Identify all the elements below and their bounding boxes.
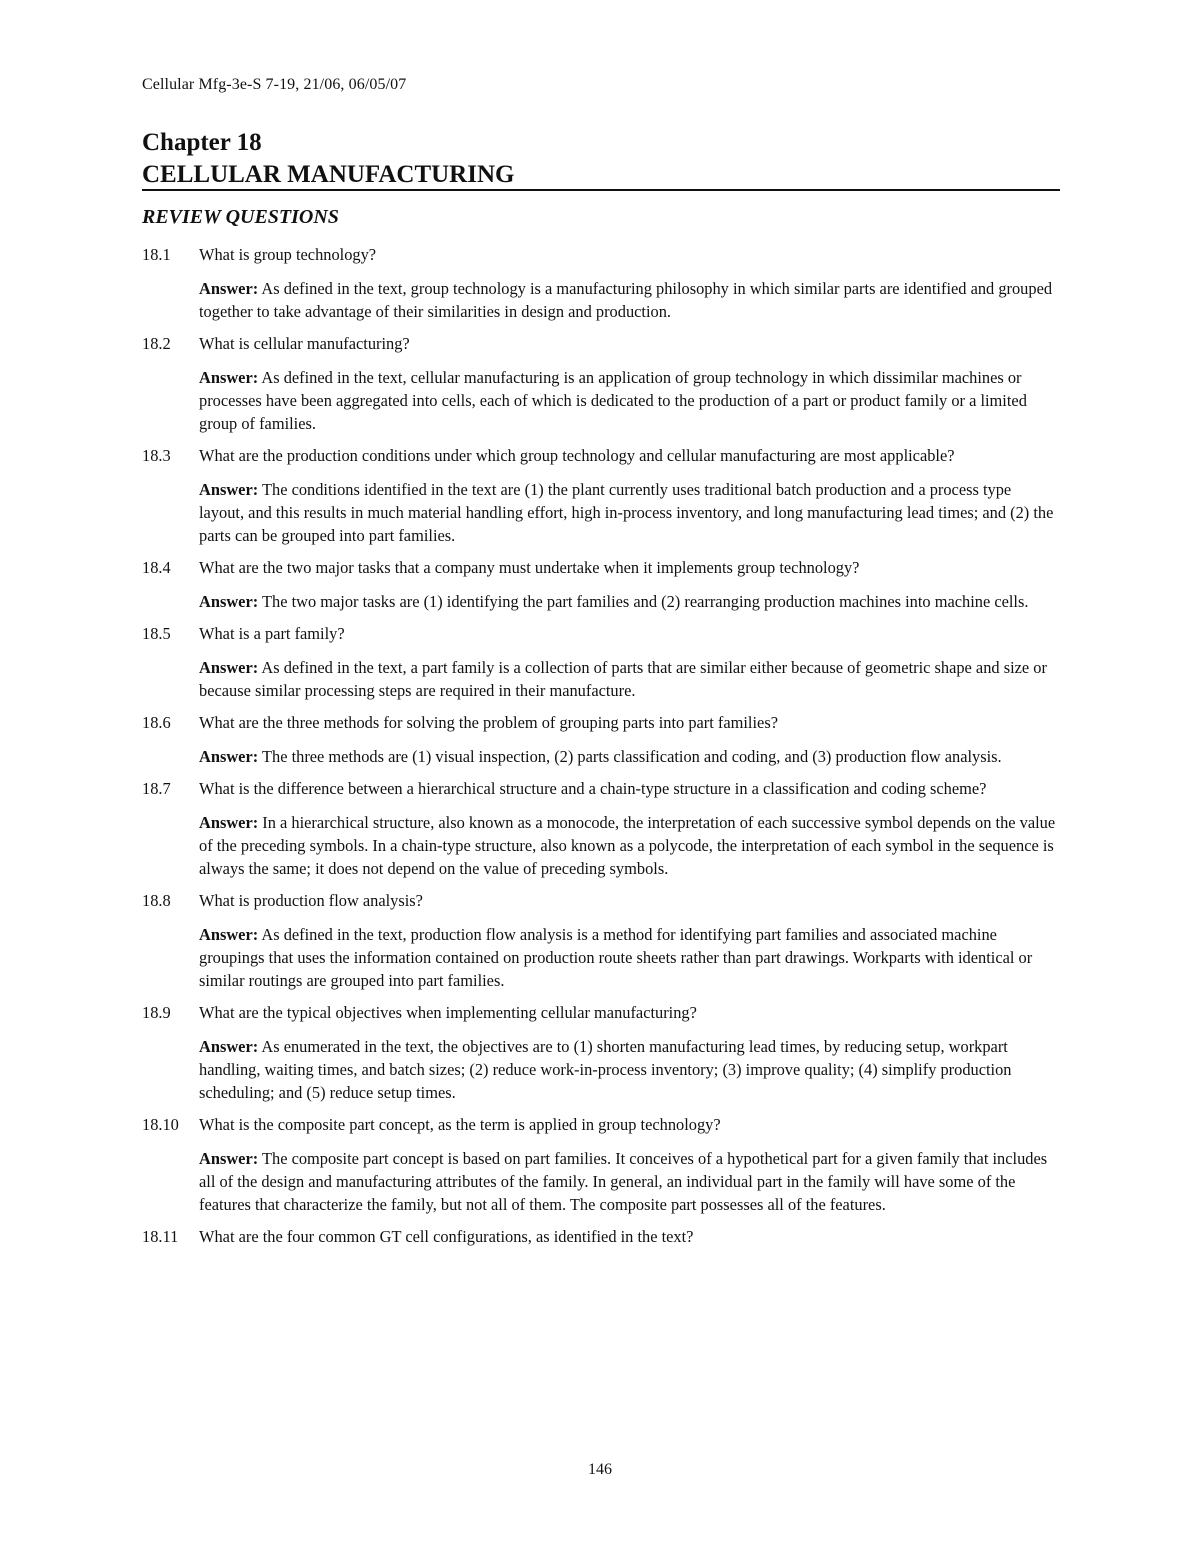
question-text: What is a part family? (199, 624, 345, 643)
question-number: 18.2 (142, 334, 171, 353)
answer-paragraph (199, 745, 1060, 768)
answer-paragraph (199, 590, 1060, 613)
chapter-title: CELLULAR MANUFACTURING (142, 161, 515, 188)
question-number: 18.3 (142, 446, 171, 465)
question-item (142, 1225, 1060, 1248)
answer-text: As defined in the text, a part family is a collection of parts that are similar either because of geometric shape and size or because similar processing steps are required in their manufacture. (199, 658, 1047, 700)
question-text: What is the difference between a hierarchical structure and a chain-type structure in a classification and coding scheme? (199, 779, 987, 798)
answer-label: Answer: (199, 747, 259, 766)
question-item (142, 243, 1060, 266)
answer-text: The three methods are (1) visual inspection, (2) parts classification and coding, and (3) production flow analysis. (258, 747, 1002, 766)
answer-text: The composite part concept is based on part families. It conceives of a hypothetical part for a given family that includes all of the design and manufacturing attributes of the family. In general, an individual part in the family will have some of the features that characterize the family, but not all of them. The composite part possesses all of the features. (199, 1149, 1048, 1214)
answer-paragraph (199, 923, 1060, 992)
question-number: 18.7 (142, 779, 171, 798)
answer-label: Answer: (199, 592, 259, 611)
answer-text: As defined in the text, production flow analysis is a method for identifying part families and associated machine groupings that uses the information contained on production route sheets rather than part drawings. Workparts with identical or similar routings are grouped into part families. (199, 925, 1033, 990)
question-item (142, 777, 1060, 800)
answer-label: Answer: (199, 368, 259, 387)
answer-text: The conditions identified in the text are (1) the plant currently uses traditional batch production and a process type layout, and this results in much material handling effort, high in-process inventory, and long manufacturing lead times; and (2) the parts can be grouped into part families. (199, 480, 1054, 545)
question-text: What are the two major tasks that a company must undertake when it implements group technology? (199, 558, 860, 577)
answer-paragraph (199, 478, 1060, 547)
page-number: 146 (588, 1461, 612, 1478)
title-rule (142, 189, 1060, 191)
question-text: What is the composite part concept, as the term is applied in group technology? (199, 1115, 721, 1134)
answer-paragraph (199, 1147, 1060, 1216)
question-number: 18.9 (142, 1003, 171, 1022)
question-list (142, 243, 1060, 1259)
answer-label: Answer: (199, 279, 259, 298)
question-number: 18.10 (142, 1115, 179, 1134)
question-item (142, 622, 1060, 645)
answer-label: Answer: (199, 480, 259, 499)
answer-text: The two major tasks are (1) identifying the part families and (2) rearranging production machines into machine cells. (258, 592, 1029, 611)
question-text: What is production flow analysis? (199, 891, 423, 910)
question-number: 18.5 (142, 624, 171, 643)
question-text: What is cellular manufacturing? (199, 334, 410, 353)
running-head: Cellular Mfg-3e-S 7-19, 21/06, 06/05/07 (142, 76, 407, 93)
question-item (142, 889, 1060, 912)
answer-paragraph (199, 277, 1060, 323)
answer-text: As enumerated in the text, the objectives are to (1) shorten manufacturing lead times, by reducing setup, workpart handling, waiting times, and batch sizes; (2) reduce work-in-process inventory; (3) improve quality; (4) simplify production scheduling; and (5) reduce setup times. (199, 1037, 1012, 1102)
answer-paragraph (199, 656, 1060, 702)
question-text: What are the three methods for solving the problem of grouping parts into part families? (199, 713, 778, 732)
answer-text: As defined in the text, group technology is a manufacturing philosophy in which similar parts are identified and grouped together to take advantage of their similarities in design and production. (199, 279, 1053, 321)
answer-label: Answer: (199, 1037, 259, 1056)
chapter-number: Chapter 18 (142, 129, 262, 156)
question-item (142, 444, 1060, 467)
question-number: 18.4 (142, 558, 171, 577)
question-number: 18.11 (142, 1227, 179, 1246)
question-number: 18.6 (142, 713, 171, 732)
question-item (142, 1113, 1060, 1136)
answer-label: Answer: (199, 813, 259, 832)
question-text: What are the four common GT cell configurations, as identified in the text? (199, 1227, 694, 1246)
question-item (142, 711, 1060, 734)
section-heading: REVIEW QUESTIONS (142, 206, 339, 228)
answer-paragraph (199, 811, 1060, 880)
answer-label: Answer: (199, 925, 259, 944)
question-number: 18.8 (142, 891, 171, 910)
answer-label: Answer: (199, 658, 259, 677)
answer-paragraph (199, 1035, 1060, 1104)
answer-text: In a hierarchical structure, also known as a monocode, the interpretation of each successive symbol depends on the value of the preceding symbols. In a chain-type structure, also known as a polycode, the interpretation of each symbol in the sequence is always the same; it does not depend on the value of preceding symbols. (199, 813, 1056, 878)
question-item (142, 1001, 1060, 1024)
answer-text: As defined in the text, cellular manufacturing is an application of group technology in which dissimilar machines or processes have been aggregated into cells, each of which is dedicated to the production of a part or product family or a limited group of families. (199, 368, 1027, 433)
question-number: 18.1 (142, 245, 171, 264)
answer-paragraph (199, 366, 1060, 435)
question-text: What is group technology? (199, 245, 377, 264)
question-text: What are the production conditions under which group technology and cellular manufacturing are most applicable? (199, 446, 955, 465)
question-text: What are the typical objectives when implementing cellular manufacturing? (199, 1003, 697, 1022)
question-item (142, 556, 1060, 579)
answer-label: Answer: (199, 1149, 259, 1168)
question-item (142, 332, 1060, 355)
